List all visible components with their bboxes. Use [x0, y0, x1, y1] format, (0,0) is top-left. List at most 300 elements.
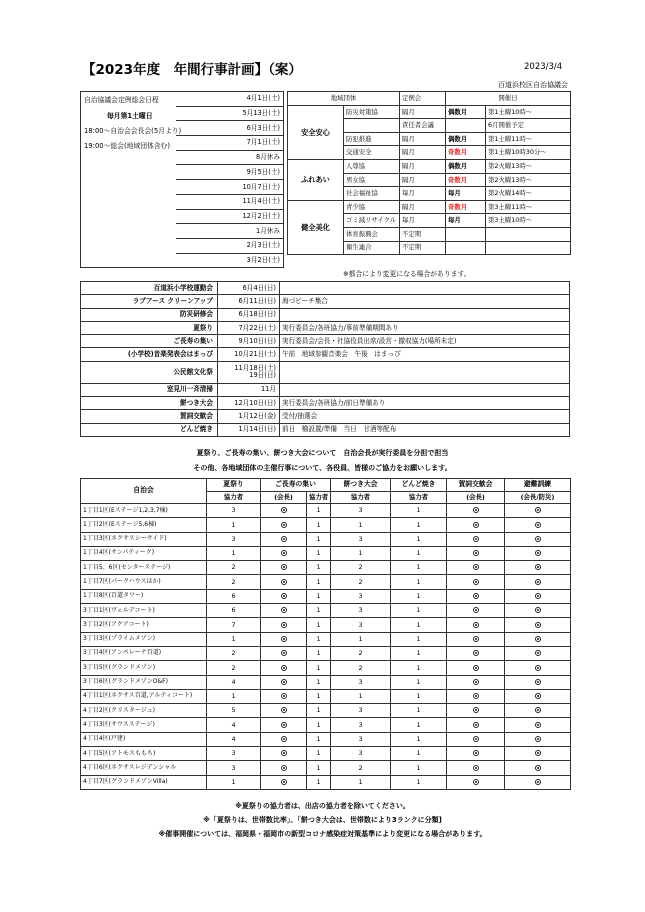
assignment-cell: 5	[207, 704, 261, 718]
assignment-cell: 1	[391, 747, 447, 761]
assignment-cell: 1	[331, 632, 391, 646]
double-circle-icon	[535, 607, 541, 613]
group-row	[288, 200, 571, 214]
assignment-cell: 1	[391, 661, 447, 675]
meeting-date-row	[176, 238, 284, 253]
event-row	[81, 282, 570, 295]
assignment-row	[81, 646, 571, 660]
assignment-cell	[505, 689, 571, 703]
meeting-date-row	[176, 209, 284, 224]
event-row	[81, 308, 570, 321]
double-circle-icon	[281, 693, 287, 699]
double-circle-icon	[473, 679, 479, 685]
assignment-cell: 3	[207, 504, 261, 518]
group-frequency: 不定期	[400, 241, 446, 255]
double-circle-icon	[281, 579, 287, 585]
assignment-cell	[261, 732, 307, 746]
assignment-row-name: 1丁目4区(サンパティーク)	[81, 546, 207, 560]
double-circle-icon	[281, 679, 287, 685]
assignment-row	[81, 561, 571, 575]
group-month: 偶数月	[446, 132, 486, 146]
assignment-cell	[447, 675, 505, 689]
assignment-row-name: 4丁目1区(ネクサス百道,アルティコート)	[81, 689, 207, 703]
assignment-cell	[261, 518, 307, 532]
double-circle-icon	[473, 650, 479, 656]
assignment-row	[81, 775, 571, 789]
double-circle-icon	[473, 564, 479, 570]
assignment-cell: 1	[391, 732, 447, 746]
group-frequency: 隔月	[400, 132, 446, 146]
group-org: 防災対策協	[344, 105, 400, 119]
group-frequency: 隔月	[400, 159, 446, 173]
assignment-cell: 2	[331, 661, 391, 675]
assignment-row-name: 4丁目4区(戸建)	[81, 732, 207, 746]
assignment-cell	[447, 646, 505, 660]
assignment-cell: 1	[391, 618, 447, 632]
event-date: 7月22日(土)	[238, 323, 276, 332]
double-circle-icon	[473, 579, 479, 585]
assignment-row-name: 1丁目2区(Eステージ5,6棟)	[81, 518, 207, 532]
group-org	[344, 119, 400, 133]
assignment-cell	[261, 689, 307, 703]
assignment-row	[81, 689, 571, 703]
double-circle-icon	[281, 622, 287, 628]
assignment-cell: 3	[331, 704, 391, 718]
group-org: 青少協	[344, 200, 400, 214]
assignment-cell	[261, 604, 307, 618]
assignment-sub-5: (会長)	[447, 491, 505, 504]
event-date: 6月11日(日)	[238, 296, 276, 305]
assignment-row	[81, 632, 571, 646]
meeting-date-row	[176, 194, 284, 209]
event-note: 前日 櫓設置/準備 当日 甘酒等配布	[280, 423, 570, 436]
double-circle-icon	[473, 522, 479, 528]
group-month: 奇数月	[446, 173, 486, 187]
assignment-cell	[261, 718, 307, 732]
group-day: 第2火曜13時～	[486, 159, 571, 173]
assignment-cell: 1	[391, 561, 447, 575]
event-date-cell	[218, 348, 280, 361]
assignment-cell: 1	[207, 546, 261, 560]
assignment-cell	[505, 561, 571, 575]
mid-note-1: 夏祭り、ご長寿の集い、餅つき大会について 自治会長が実行委員を分担で担当	[196, 449, 449, 457]
assignment-cell: 3	[331, 732, 391, 746]
assignment-cell: 4	[207, 675, 261, 689]
assignment-cell: 6	[207, 589, 261, 603]
assignment-cell: 1	[207, 518, 261, 532]
assignment-row	[81, 589, 571, 603]
assignment-cell	[447, 518, 505, 532]
double-circle-icon	[535, 507, 541, 513]
event-row	[81, 295, 570, 308]
assignment-cell: 1	[331, 689, 391, 703]
assignment-event-mochi: 餅つき大会	[331, 479, 391, 492]
meeting-date: 7月1日(土)	[176, 136, 284, 151]
meeting-date-row	[176, 121, 284, 136]
assignment-cell: 2	[207, 646, 261, 660]
double-circle-icon	[281, 722, 287, 728]
event-name: 賀詞交歓会	[81, 410, 218, 423]
assignment-cell: 1	[307, 689, 331, 703]
group-day: 第1土曜11時～	[486, 132, 571, 146]
double-circle-icon	[473, 636, 479, 642]
event-date: 6月18日(日)	[238, 310, 276, 319]
event-name: ご長寿の集い	[81, 335, 218, 348]
assignment-row	[81, 732, 571, 746]
assignment-row	[81, 532, 571, 546]
double-circle-icon	[473, 750, 479, 756]
meeting-date-row	[176, 92, 284, 107]
event-date-cell	[218, 423, 280, 436]
assignment-cell	[505, 604, 571, 618]
group-frequency: 隔月	[400, 146, 446, 160]
assignment-cell	[261, 589, 307, 603]
assignment-sub-0: 協力者	[207, 491, 261, 504]
group-day: 第3土曜11時～	[486, 200, 571, 214]
group-org: 男女協	[344, 173, 400, 187]
group-month	[446, 119, 486, 133]
assignment-sub-1: (会長)	[261, 491, 307, 504]
assignment-cell: 1	[391, 761, 447, 775]
event-note	[280, 383, 570, 396]
assignment-cell: 1	[307, 561, 331, 575]
group-month: 毎月	[446, 187, 486, 201]
assignment-cell: 1	[307, 532, 331, 546]
double-circle-icon	[473, 536, 479, 542]
double-circle-icon	[535, 736, 541, 742]
group-org: 衛生連合	[344, 241, 400, 255]
assignment-cell	[261, 532, 307, 546]
double-circle-icon	[535, 550, 541, 556]
double-circle-icon	[535, 622, 541, 628]
group-row	[288, 105, 571, 119]
assignment-cell	[447, 532, 505, 546]
event-row	[81, 397, 570, 410]
assignment-row-name: 3丁目6区(グランドメゾンO&F)	[81, 675, 207, 689]
double-circle-icon	[281, 550, 287, 556]
meeting-rule: 毎月第1土曜日	[107, 112, 153, 120]
assignment-cell	[505, 747, 571, 761]
assignment-cell	[505, 546, 571, 560]
assignment-cell	[447, 589, 505, 603]
assignment-row-name: 3丁目2区(アクアコート)	[81, 618, 207, 632]
assignment-row	[81, 661, 571, 675]
assignment-header-row	[81, 479, 571, 492]
event-note	[280, 282, 570, 295]
assignment-cell	[261, 575, 307, 589]
assignment-cell: 2	[207, 661, 261, 675]
meeting-date: 12月2日(土)	[176, 209, 284, 224]
assignment-cell: 1	[307, 604, 331, 618]
assignment-cell: 3	[331, 532, 391, 546]
meeting-date-row	[176, 150, 284, 165]
assignment-cell: 1	[307, 661, 331, 675]
event-name: どんど焼き	[81, 423, 218, 436]
meeting-heading: 自治協議会定例総会日程	[84, 96, 159, 104]
event-date: 1月12日(金)	[238, 412, 276, 421]
double-circle-icon	[473, 693, 479, 699]
groups-header-group: 地域団体	[288, 92, 400, 106]
assignment-cell: 1	[391, 704, 447, 718]
event-date-cell	[218, 308, 280, 321]
double-circle-icon	[535, 522, 541, 528]
assignment-cell	[505, 775, 571, 789]
double-circle-icon	[473, 622, 479, 628]
assignment-cell	[261, 632, 307, 646]
double-circle-icon	[473, 722, 479, 728]
assignment-cell: 1	[391, 518, 447, 532]
group-org: 交通安全	[344, 146, 400, 160]
footer-note-3: ※催事開催については、福岡県・福岡市の新型コロナ感染症対策基準により変更になる場合があります。	[158, 830, 487, 838]
assignment-cell: 2	[331, 575, 391, 589]
double-circle-icon	[281, 564, 287, 570]
group-category: ふれあい	[288, 159, 344, 200]
double-circle-icon	[281, 665, 287, 671]
assignment-event-dondo: どんど焼き	[391, 479, 447, 492]
group-frequency: 毎月	[400, 187, 446, 201]
meeting-date: 6月3日(土)	[176, 121, 284, 136]
event-name: 餅つき大会	[81, 397, 218, 410]
group-frequency: 隔月	[400, 173, 446, 187]
double-circle-icon	[473, 550, 479, 556]
event-name: 室見川一斉清掃	[81, 383, 218, 396]
double-circle-icon	[535, 765, 541, 771]
assignment-row	[81, 518, 571, 532]
meeting-date: 4月1日(土)	[176, 92, 284, 107]
meeting-dates-table	[176, 91, 284, 268]
meeting-time-council: 18:00～自治会会長会(5月より)	[84, 127, 182, 135]
event-note: 実行委員会/各班協力/事前準備期間あり	[280, 321, 570, 334]
meeting-date: 10月7日(土)	[176, 180, 284, 195]
assignment-cell: 3	[331, 718, 391, 732]
group-day: 第2火曜14時～	[486, 187, 571, 201]
event-name: ラブアース クリーンアップ	[81, 295, 218, 308]
assignment-cell: 3	[331, 747, 391, 761]
event-note	[280, 361, 570, 383]
assignment-row	[81, 761, 571, 775]
event-date: 1月14日(日)	[238, 425, 276, 434]
assignment-row-name: 1丁目1区(Eステージ1,2,3,7棟)	[81, 504, 207, 518]
group-row	[288, 159, 571, 173]
assignment-cell: 1	[391, 589, 447, 603]
assignment-cell: 2	[331, 761, 391, 775]
assignment-cell: 1	[307, 718, 331, 732]
event-row	[81, 383, 570, 396]
group-month	[446, 241, 486, 255]
assignment-cell: 4	[207, 732, 261, 746]
event-name: 防災研修会	[81, 308, 218, 321]
event-date-cell	[218, 335, 280, 348]
assignment-corner: 自治会	[81, 479, 207, 504]
group-org: 防犯推進	[344, 132, 400, 146]
assignment-cell	[505, 675, 571, 689]
double-circle-icon	[535, 722, 541, 728]
group-category: 安全安心	[288, 105, 344, 159]
assignment-cell	[505, 504, 571, 518]
double-circle-icon	[473, 765, 479, 771]
assignment-row-name: 1丁目7区(パークハウスほか)	[81, 575, 207, 589]
event-row	[81, 321, 570, 334]
group-org: 社会福祉協	[344, 187, 400, 201]
assignment-row-name: 1丁目5、6区(センターステージ)	[81, 561, 207, 575]
assignment-cell	[505, 618, 571, 632]
meeting-date: 9月5日(土)	[176, 165, 284, 180]
event-note	[280, 308, 570, 321]
double-circle-icon	[281, 507, 287, 513]
assignment-cell	[447, 704, 505, 718]
assignment-cell: 1	[207, 775, 261, 789]
assignment-cell: 1	[391, 504, 447, 518]
page-title: 【2023年度 年間行事計画】（案）	[82, 62, 302, 78]
assignment-cell	[447, 661, 505, 675]
double-circle-icon	[473, 593, 479, 599]
assignment-row-name: 1丁目3区(ネクサスシーサイド)	[81, 532, 207, 546]
assignment-cell: 1	[331, 546, 391, 560]
event-note: 受付/抽選会	[280, 410, 570, 423]
double-circle-icon	[535, 636, 541, 642]
assignment-cell	[505, 646, 571, 660]
assignment-cell: 3	[207, 532, 261, 546]
event-date: 12月10日(日)	[234, 398, 276, 407]
double-circle-icon	[281, 736, 287, 742]
group-month: 毎月	[446, 214, 486, 228]
assignment-cell: 1	[391, 718, 447, 732]
assignment-sub-2: 協力者	[307, 491, 331, 504]
event-note: 実行委員会/会長・社協役員出席/設営・撤収協力(場所未定)	[280, 335, 570, 348]
meeting-date: 11月4日(土)	[176, 194, 284, 209]
meeting-date: 1月休み	[176, 224, 284, 239]
assignment-cell	[447, 761, 505, 775]
assignment-cell	[505, 704, 571, 718]
event-row	[81, 335, 570, 348]
assignment-row-name: 3丁目1区(ヴェルデコート)	[81, 604, 207, 618]
footer-note-1: ※夏祭りの協力者は、出店の協力者を除いてください。	[235, 802, 410, 810]
assignment-cell: 1	[307, 504, 331, 518]
assignment-cell: 1	[391, 546, 447, 560]
group-frequency: 毎月	[400, 214, 446, 228]
double-circle-icon	[535, 679, 541, 685]
double-circle-icon	[473, 707, 479, 713]
assignment-cell	[447, 775, 505, 789]
group-day	[486, 241, 571, 255]
assignment-cell	[261, 561, 307, 575]
assignment-row-name: 4丁目3区(サウスステージ)	[81, 718, 207, 732]
assignment-cell	[505, 632, 571, 646]
assignment-cell: 2	[331, 561, 391, 575]
group-frequency: 隔月	[400, 105, 446, 119]
meeting-time-general: 19:00～総会(地域団体含む)	[84, 142, 171, 150]
double-circle-icon	[535, 707, 541, 713]
assignment-cell	[505, 718, 571, 732]
event-name: 公民館文化祭	[81, 361, 218, 383]
event-row	[81, 410, 570, 423]
double-circle-icon	[281, 650, 287, 656]
meeting-date: 2月3日(土)	[176, 238, 284, 253]
group-org: 人尊協	[344, 159, 400, 173]
assignment-cell: 1	[391, 675, 447, 689]
assignment-cell: 1	[307, 646, 331, 660]
assignment-cell: 1	[307, 546, 331, 560]
double-circle-icon	[473, 665, 479, 671]
assignment-cell	[261, 646, 307, 660]
assignment-row	[81, 504, 571, 518]
assignment-row-name: 4丁目7区(グランドメゾンVilla)	[81, 775, 207, 789]
event-name: 夏祭り	[81, 321, 218, 334]
event-note: 午前 地域参観音楽会 午後 はまっぴ	[280, 348, 570, 361]
assignment-row	[81, 675, 571, 689]
double-circle-icon	[535, 579, 541, 585]
assignment-cell: 3	[331, 618, 391, 632]
assignment-row-name: 3丁目4区(アンペレーナ百道)	[81, 646, 207, 660]
event-date: 10月21日(土)	[234, 350, 276, 359]
event-date-cell	[218, 410, 280, 423]
event-date-cell	[218, 321, 280, 334]
group-month: 奇数月	[446, 146, 486, 160]
double-circle-icon	[281, 750, 287, 756]
assignment-cell: 1	[391, 532, 447, 546]
assignment-cell: 3	[331, 604, 391, 618]
assignment-row	[81, 604, 571, 618]
meeting-date-row	[176, 165, 284, 180]
assignment-cell: 3	[331, 504, 391, 518]
groups-header-day: 開催日	[446, 92, 571, 106]
assignment-cell	[261, 546, 307, 560]
assignment-cell	[261, 675, 307, 689]
meeting-date: 5月13日(土)	[176, 106, 284, 121]
event-note: 実行委員会/各班協力/前日準備あり	[280, 397, 570, 410]
groups-header-row	[288, 92, 571, 106]
assignment-cell: 1	[391, 646, 447, 660]
assignment-cell: 3	[331, 675, 391, 689]
meeting-date-row	[176, 224, 284, 239]
group-day: 第1土曜10時～	[486, 105, 571, 119]
assignment-sub-4: 協力者	[391, 491, 447, 504]
assignment-cell: 1	[307, 575, 331, 589]
group-day: 第1土曜10時30分～	[486, 146, 571, 160]
group-day: 第3土曜10時～	[486, 214, 571, 228]
assignment-cell	[447, 546, 505, 560]
group-frequency: 不定期	[400, 227, 446, 241]
event-date: 11月18日(土)	[234, 364, 276, 373]
assignment-row	[81, 747, 571, 761]
double-circle-icon	[535, 779, 541, 785]
double-circle-icon	[535, 564, 541, 570]
assignment-cell	[261, 747, 307, 761]
double-circle-icon	[535, 750, 541, 756]
assignment-cell	[505, 532, 571, 546]
meeting-date-row	[176, 106, 284, 121]
event-date: 9月10日(日)	[238, 336, 276, 345]
double-circle-icon	[281, 607, 287, 613]
assignment-cell: 1	[307, 732, 331, 746]
double-circle-icon	[281, 707, 287, 713]
assignment-cell	[447, 689, 505, 703]
double-circle-icon	[281, 779, 287, 785]
assignment-row	[81, 718, 571, 732]
meeting-date: 8月休み	[176, 150, 284, 165]
meeting-date: 3月2日(土)	[176, 253, 284, 268]
assignment-cell: 1	[391, 604, 447, 618]
regional-groups-table	[287, 91, 571, 255]
assignment-row	[81, 546, 571, 560]
group-day	[486, 227, 571, 241]
assignment-cell	[447, 618, 505, 632]
assignment-cell: 3	[331, 589, 391, 603]
group-month	[446, 227, 486, 241]
assignment-table	[80, 478, 571, 790]
double-circle-icon	[281, 522, 287, 528]
group-month: 偶数月	[446, 105, 486, 119]
